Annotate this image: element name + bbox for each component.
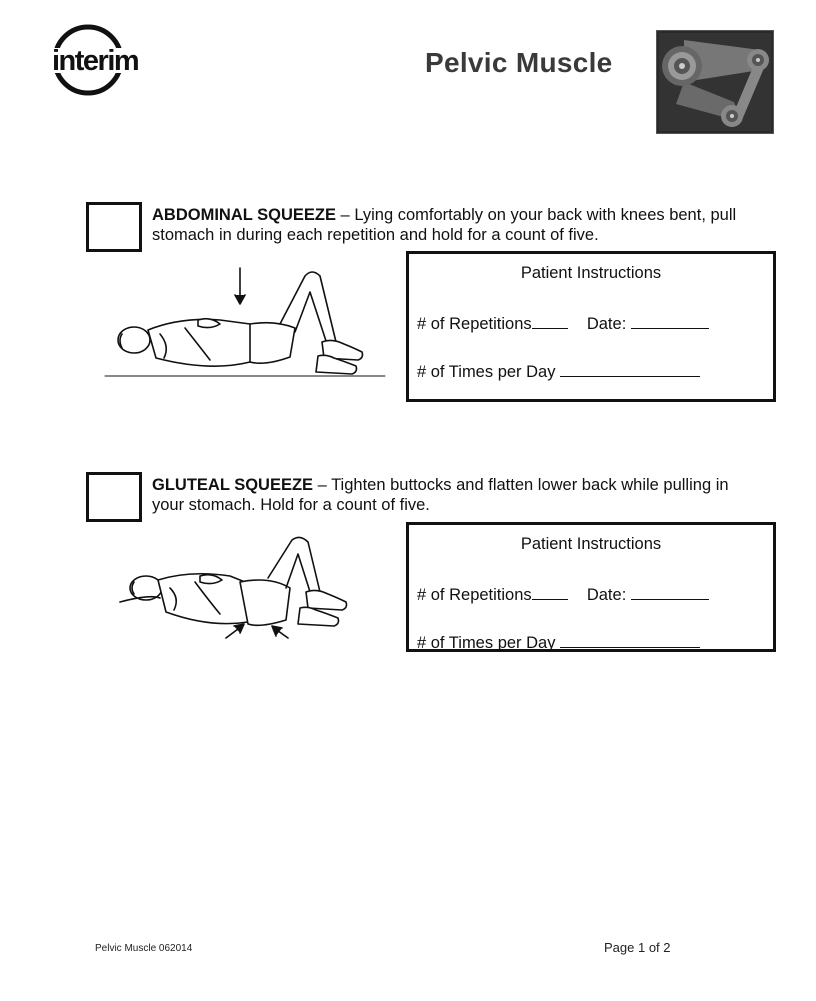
times-label: # of Times per Day [417,634,556,652]
exercise-checkbox[interactable] [86,472,142,522]
times-label: # of Times per Day [417,363,556,381]
patient-instructions-box [406,251,776,402]
repetitions-label: # of Repetitions [417,586,532,604]
exercise-separator: – [313,476,332,494]
gluteal-squeeze-figure-icon [100,532,390,662]
repetitions-label: # of Repetitions [417,315,532,333]
date-field[interactable] [631,583,709,600]
instructions-title: Patient Instructions [520,535,662,553]
document-code: Pelvic Muscle 062014 [95,943,193,954]
exercise-name: ABDOMINAL SQUEEZE [152,206,336,224]
times-row [417,631,700,653]
exercise-description [152,475,752,515]
patient-instructions-box [406,522,776,652]
interim-logo [50,20,166,100]
exercise-checkbox[interactable] [86,202,142,252]
date-field[interactable] [631,312,709,329]
date-label: Date: [586,586,627,604]
logo-wordmark: interim [52,45,139,77]
pulley-icon [656,30,774,134]
exercise-description [152,205,752,245]
abdominal-squeeze-figure-icon [100,262,390,392]
repetitions-field[interactable] [532,312,568,329]
times-field[interactable] [560,631,700,648]
exercise-separator: – [335,206,355,224]
instructions-title: Patient Instructions [520,264,662,282]
repetitions-field[interactable] [532,583,568,600]
exercise-name: GLUTEAL SQUEEZE [152,476,314,494]
repetitions-row [417,312,709,334]
repetitions-row [417,583,709,605]
exercise-text: Lying comfortably on your back with knees bent, pull stomach in during each repetition and hold for a count of five. [152,206,737,244]
date-label: Date: [586,315,627,333]
exercise-text: Tighten buttocks and flatten lower back while pulling in your stomach. Hold for a count of five. [152,476,729,514]
page-number: Page 1 of 2 [604,940,671,955]
times-field[interactable] [560,360,700,377]
times-row [417,360,700,382]
page-title: Pelvic Muscle [425,47,613,78]
